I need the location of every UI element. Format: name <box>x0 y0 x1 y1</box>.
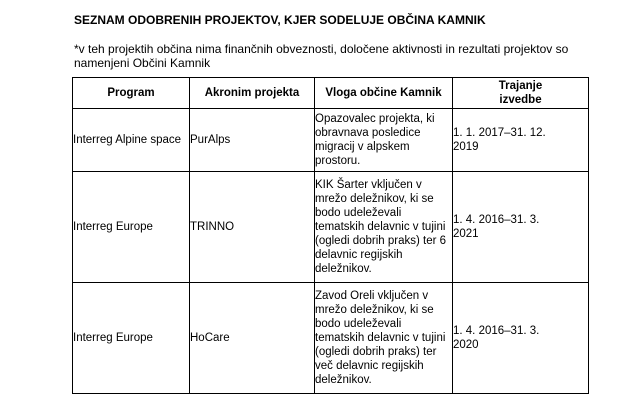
cell-role: Opazovalec projekta, ki obravnava posledice migracij v alpskem prostoru. <box>315 109 453 172</box>
header-program: Program <box>73 78 190 109</box>
cell-duration-text: 1. 1. 2017–31. 12. 2019 <box>453 127 546 153</box>
cell-duration <box>453 172 589 283</box>
header-role: Vloga občine Kamnik <box>315 78 453 109</box>
header-duration <box>453 78 589 109</box>
cell-acronym: HoCare <box>190 283 315 394</box>
cell-duration <box>453 109 589 172</box>
cell-duration-text: 1. 4. 2016–31. 3. 2020 <box>453 325 540 351</box>
cell-program: Interreg Alpine space <box>73 109 190 172</box>
projects-table <box>72 77 589 394</box>
table-row <box>73 283 589 394</box>
table-row <box>73 172 589 283</box>
cell-duration-text: 1. 4. 2016–31. 3. 2021 <box>453 214 540 240</box>
cell-role: Zavod Oreli vključen v mrežo deležnikov, ki se bodo udeleževali tematskih delavnic v tujini (ogledi dobrih praks) ter več delavnic regijskih deležnikov. <box>315 283 453 394</box>
table-row <box>73 109 589 172</box>
table-header-row <box>73 78 589 109</box>
cell-program: Interreg Europe <box>73 172 190 283</box>
cell-role: KIK Šarter vključen v mrežo deležnikov, ki se bodo udeleževali tematskih delavnic v tujini (ogledi dobrih praks) ter 6 delavnic regijskih deležnikov. <box>315 172 453 283</box>
cell-program: Interreg Europe <box>73 283 190 394</box>
document-note: *v teh projektih občina nima finančnih obveznosti, določene aktivnosti in rezultati projektov so namenjeni Občini Kamnik <box>74 42 569 70</box>
document-title: SEZNAM ODOBRENIH PROJEKTOV, KJER SODELUJE OBČINA KAMNIK <box>74 13 486 27</box>
cell-acronym: PurAlps <box>190 109 315 172</box>
cell-duration <box>453 283 589 394</box>
header-duration-label: Trajanje izvedbe <box>498 80 543 106</box>
header-acronym: Akronim projekta <box>190 78 315 109</box>
cell-acronym: TRINNO <box>190 172 315 283</box>
